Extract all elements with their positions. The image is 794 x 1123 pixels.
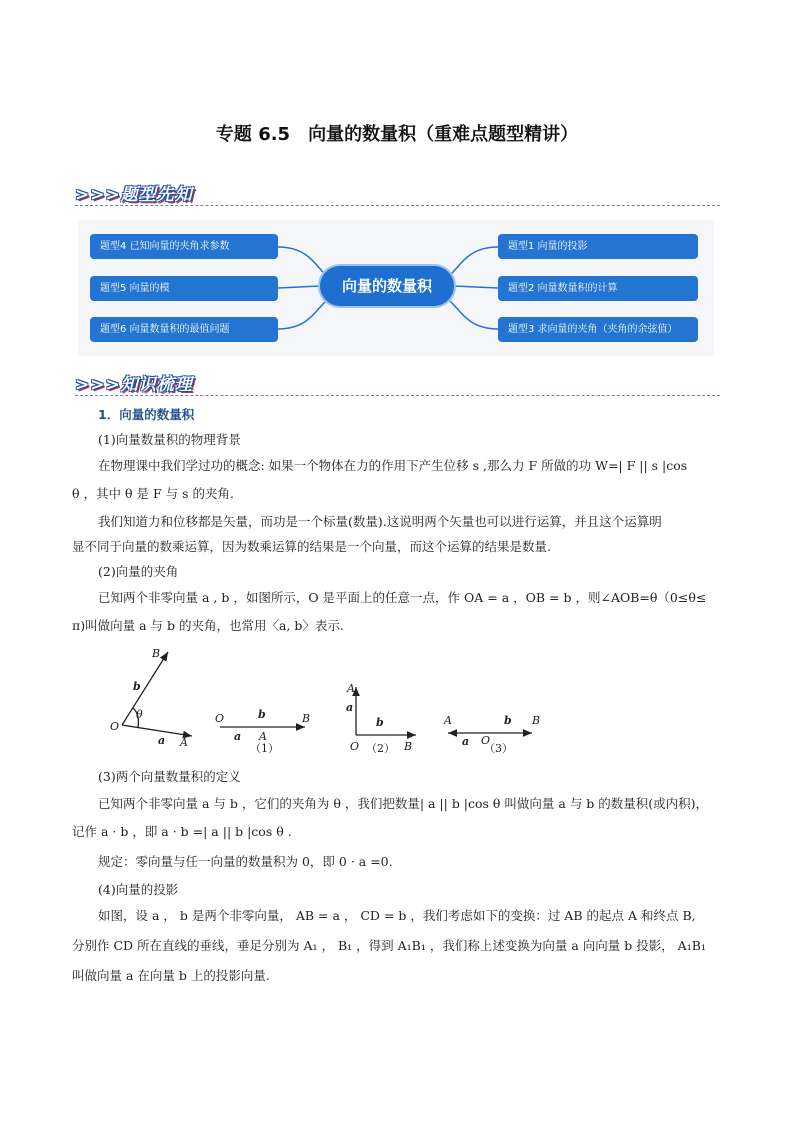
banner-text: >>>题型先知 xyxy=(75,185,193,205)
mindmap-center: 向量的数量积 xyxy=(320,266,454,306)
vector-angle-figure xyxy=(100,640,560,760)
paragraph: 显不同于向量的数乘运算，因为数乘运算的结果是一个向量，而这个运算的结果是数量. xyxy=(72,539,551,554)
mindmap-right-2: 题型2 向量数量积的计算 xyxy=(498,276,698,301)
label-A: A xyxy=(180,736,188,749)
paragraph: 分别作 CD 所在直线的垂线，垂足分别为 A₁ ， B₁ ，得到 A₁B₁ ，我们称上述变换为向量 a 向向量 b 投影， A₁B₁ xyxy=(72,938,706,953)
label-A: A xyxy=(259,730,267,743)
paragraph: 叫做向量 a 在向量 b 上的投影向量. xyxy=(72,968,270,983)
label-a: a xyxy=(462,735,470,748)
mindmap-right-3: 题型3 求向量的夹角（夹角的余弦值） xyxy=(498,317,698,342)
paragraph: 如图，设 a ， b 是两个非零向量， AB = a ， CD = b ，我们考虑如下的变换：过 AB 的起点 A 和终点 B, xyxy=(98,908,696,923)
section-banner-knowledge xyxy=(75,370,193,396)
caption-3: （3） xyxy=(484,742,513,755)
subheading-physical: (1)向量数量积的物理背景 xyxy=(98,432,241,447)
label-a: a xyxy=(158,734,166,747)
label-a: a xyxy=(346,701,354,714)
paragraph: 记作 a · b ，即 a · b =| a || b |cos θ . xyxy=(72,824,292,839)
label-a: a xyxy=(234,730,242,743)
mindmap xyxy=(78,220,714,356)
page-title: 专题 6.5 向量的数量积（重难点题型精讲） xyxy=(215,124,579,145)
mindmap-left-1: 题型4 已知向量的夹角求参数 xyxy=(90,234,278,259)
paragraph: π)叫做向量 a 与 b 的夹角，也常用〈a, b〉表示. xyxy=(72,618,344,633)
label-b: b xyxy=(133,680,141,693)
divider xyxy=(75,205,720,206)
mindmap-right-1: 题型1 向量的投影 xyxy=(498,234,698,259)
caption-2: （2） xyxy=(366,742,395,755)
mindmap-left-2: 题型5 向量的模 xyxy=(90,276,278,301)
paragraph-rule: 规定：零向量与任一向量的数量积为 0，即 0 · a =0. xyxy=(98,854,393,869)
paragraph: 在物理课中我们学过功的概念: 如果一个物体在力的作用下产生位移 s ,那么力 F 所做的功 W=| F || s |cos xyxy=(98,458,688,473)
label-B: B xyxy=(404,740,413,753)
paragraph: 我们知道力和位移都是矢量，而功是一个标量(数量).这说明两个矢量也可以进行运算，并且这个运算明 xyxy=(98,514,662,529)
mindmap-left-3: 题型6 向量数量积的最值问题 xyxy=(90,317,278,342)
subheading-definition: (3)两个向量数量积的定义 xyxy=(98,769,241,784)
paragraph: 已知两个非零向量 a , b ，如图所示，O 是平面上的任意一点，作 OA = a ，OB = b ，则∠AOB=θ（0≤θ≤ xyxy=(98,590,707,605)
subheading-angle: (2)向量的夹角 xyxy=(98,564,179,579)
paragraph: θ ，其中 θ 是 F 与 s 的夹角. xyxy=(72,486,234,501)
label-O: O xyxy=(350,740,360,753)
label-O: O xyxy=(215,712,225,725)
label-A: A xyxy=(444,714,452,727)
label-theta: θ xyxy=(136,708,143,721)
heading-dot-product: 1．向量的数量积 xyxy=(98,407,195,422)
label-B: B xyxy=(152,647,161,660)
paragraph: 已知两个非零向量 a 与 b ，它们的夹角为 θ ，我们把数量| a || b |cos θ 叫做向量 a 与 b 的数量积(或内积)， xyxy=(98,796,709,811)
subheading-projection: (4)向量的投影 xyxy=(98,882,179,897)
section-banner-preview xyxy=(75,180,193,206)
divider xyxy=(75,395,720,396)
label-A: A xyxy=(347,682,355,695)
label-b: b xyxy=(504,714,512,727)
label-O: O xyxy=(110,720,120,733)
label-B: B xyxy=(302,712,311,725)
label-O: O xyxy=(481,734,491,747)
label-b: b xyxy=(376,716,384,729)
caption-1: （1） xyxy=(250,742,279,755)
label-B: B xyxy=(532,714,541,727)
banner-text: >>>知识梳理 xyxy=(75,375,193,395)
label-b: b xyxy=(258,708,266,721)
